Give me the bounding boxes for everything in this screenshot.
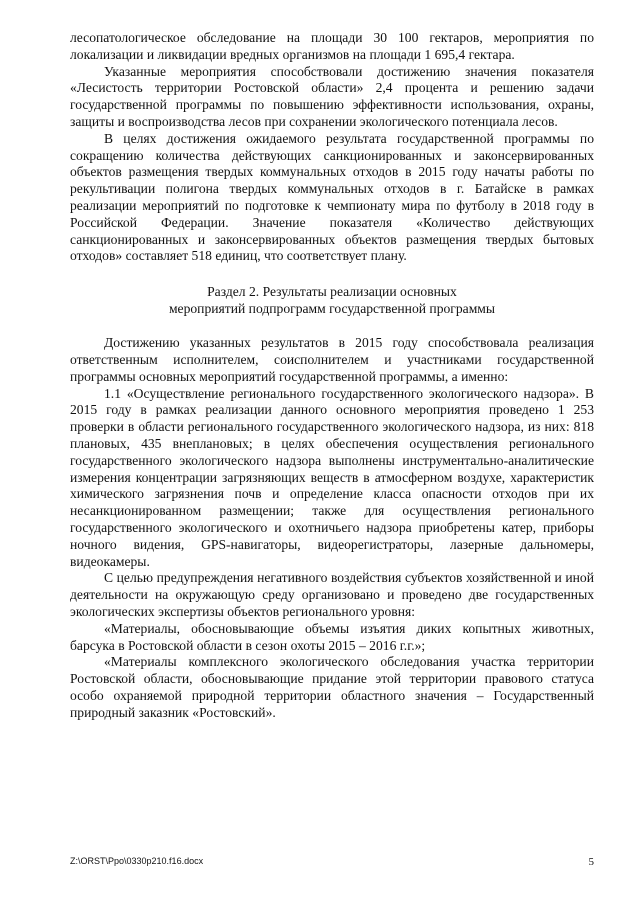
paragraph-ecological-supervision: 1.1 «Осуществление регионального государственного экологического надзора». В 2015 году в рамках реализации данного основного мероприятия проведено 1 253 проверки в области регионального государственного экологического надзора, из них: 818 плановых, 435 внеплановых; в целях обеспечения осуществления регионального государственного экологического надзора выполнены инструментально-аналитические измерения концентрации загрязняющих веществ в атмосферном воздухе, характеристик химического загрязнения почв и определение класса опасности отходов при их несанкционированном размещении; также для осуществления регионального государственного экологического и охотничьего надзора приобретены катер, приборы ночного видения, GPS-навигаторы, видеорегистраторы, лазерные дальномеры, видеокамеры. bbox=[70, 385, 594, 569]
document-page bbox=[70, 30, 594, 721]
paragraph-results-intro: Достижению указанных результатов в 2015 году способствовала реализация ответственным исполнителем, соисполнителем и участниками государственной программы основных мероприятий государственной программы, а именно: bbox=[70, 335, 594, 384]
section-title-line2: мероприятий подпрограмм государственной программы bbox=[168, 301, 496, 317]
paragraph-expertise: С целью предупреждения негативного воздействия субъектов хозяйственной и иной деятельности на окружающую среду организовано и проведено две государственных экологических экспертизы объектов регионального уровня: bbox=[70, 570, 594, 619]
paragraph-waste-objects: В целях достижения ожидаемого результата государственной программы по сокращению количества действующих санкционированных и законсервированных объектов размещения твердых коммунальных отходов в 2015 году начаты работы по рекультивации полигона твердых коммунальных отходов в г. Батайске в рамках реализации мероприятий по подготовке к чемпионату мира по футболу в 2018 году в Российской Федерации. Значение показателя «Количество действующих санкционированных и законсервированных объектов размещения твердых бытовых отходов» составляет 518 единиц, что соответствует плану. bbox=[70, 130, 594, 264]
file-path: Z:\ORST\Ppo\0330p210.f16.docx bbox=[70, 856, 204, 866]
paragraph-quote-hunting: «Материалы, обосновывающие объемы изъятия диких копытных животных, барсука в Ростовской области в сезон охоты 2015 – 2016 г.г.»; bbox=[70, 620, 594, 653]
section-title-line1: Раздел 2. Результаты реализации основных bbox=[207, 284, 457, 300]
paragraph-quote-reserve: «Материалы комплексного экологического обследования участка территории Ростовской области, обосновывающие придание этой территории правового статуса особо охраняемой природной территории областного значения – Государственный природный заказник «Ростовский». bbox=[70, 654, 594, 720]
page-number: 5 bbox=[588, 856, 594, 868]
paragraph-continuation: лесопатологическое обследование на площади 30 100 гектаров, мероприятия по локализации и ликвидации вредных организмов на площади 1 695,4 гектара. bbox=[70, 30, 594, 62]
paragraph-forest-coverage: Указанные мероприятия способствовали достижению значения показателя «Лесистость территории Ростовской области» 2,4 процента и решению задачи государственной программы по повышению эффективности использования, охраны, защиты и воспроизводства лесов при сохранении экологического потенциала лесов. bbox=[70, 63, 594, 129]
section-heading bbox=[70, 283, 594, 317]
